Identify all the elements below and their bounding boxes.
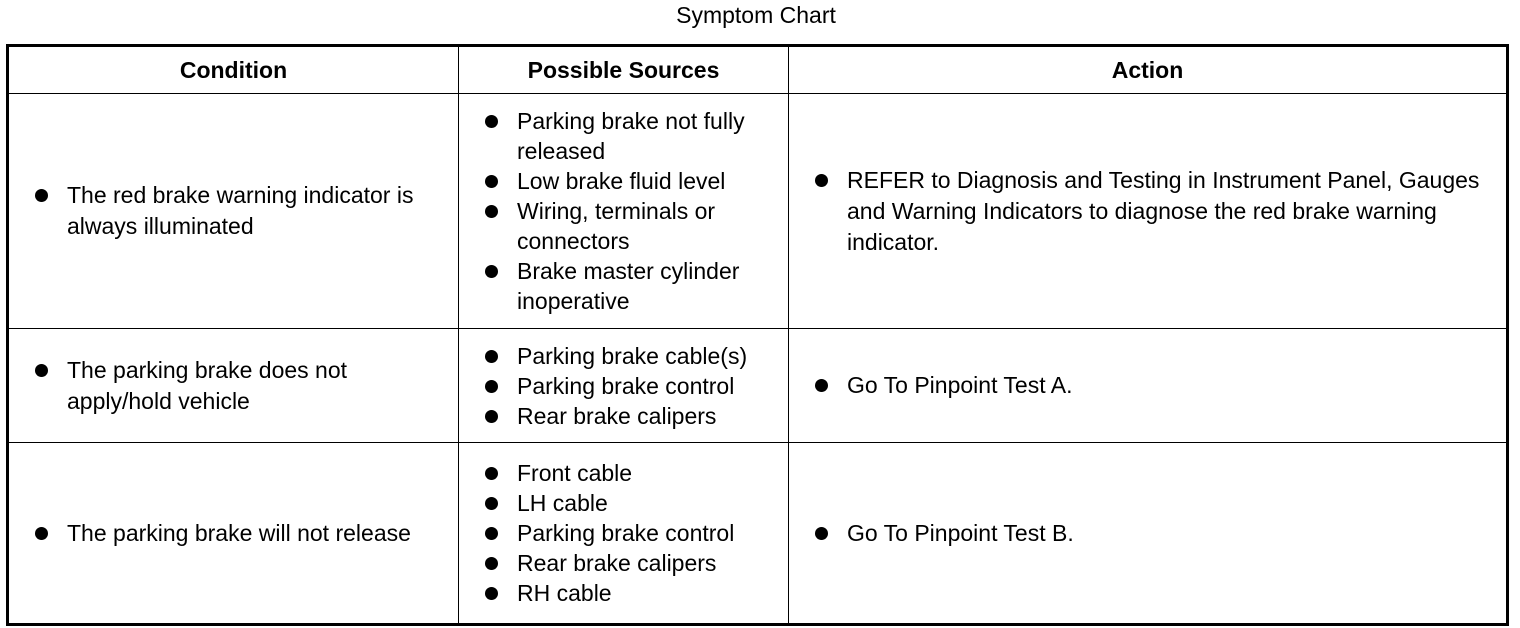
header-action: Action [789,46,1508,94]
header-row [8,46,1508,94]
source-item: LH cable [483,488,774,518]
header-condition: Condition [8,46,459,94]
action-item: REFER to Diagnosis and Testing in Instrument Panel, Gauges and Warning Indicators to diagnose the red brake warning indicator. [813,165,1492,258]
sources-cell [459,443,789,625]
action-item: Go To Pinpoint Test A. [813,370,1492,401]
condition-item: The red brake warning indicator is always illuminated [33,180,444,242]
sources-cell [459,329,789,443]
source-item: Parking brake control [483,518,774,548]
chart-title: Symptom Chart [676,2,836,28]
condition-cell [8,329,459,443]
table-row [8,443,1508,625]
table-row [8,94,1508,329]
condition-cell [8,443,459,625]
source-item: Front cable [483,458,774,488]
header-possible-sources: Possible Sources [459,46,789,94]
condition-cell [8,94,459,329]
condition-item: The parking brake does not apply/hold vehicle [33,355,444,417]
symptom-chart-table [6,44,1509,626]
source-item: Rear brake calipers [483,401,774,431]
action-item: Go To Pinpoint Test B. [813,518,1492,549]
table-row [8,329,1508,443]
source-item: Parking brake not fully released [483,106,774,166]
action-cell [789,94,1508,329]
source-item: Parking brake cable(s) [483,341,774,371]
source-item: Rear brake calipers [483,548,774,578]
source-item: RH cable [483,578,774,608]
action-cell [789,329,1508,443]
sources-cell [459,94,789,329]
action-cell [789,443,1508,625]
source-item: Wiring, terminals or connectors [483,196,774,256]
condition-item: The parking brake will not release [33,518,444,549]
source-item: Low brake fluid level [483,166,774,196]
source-item: Brake master cylinder inoperative [483,256,774,316]
source-item: Parking brake control [483,371,774,401]
